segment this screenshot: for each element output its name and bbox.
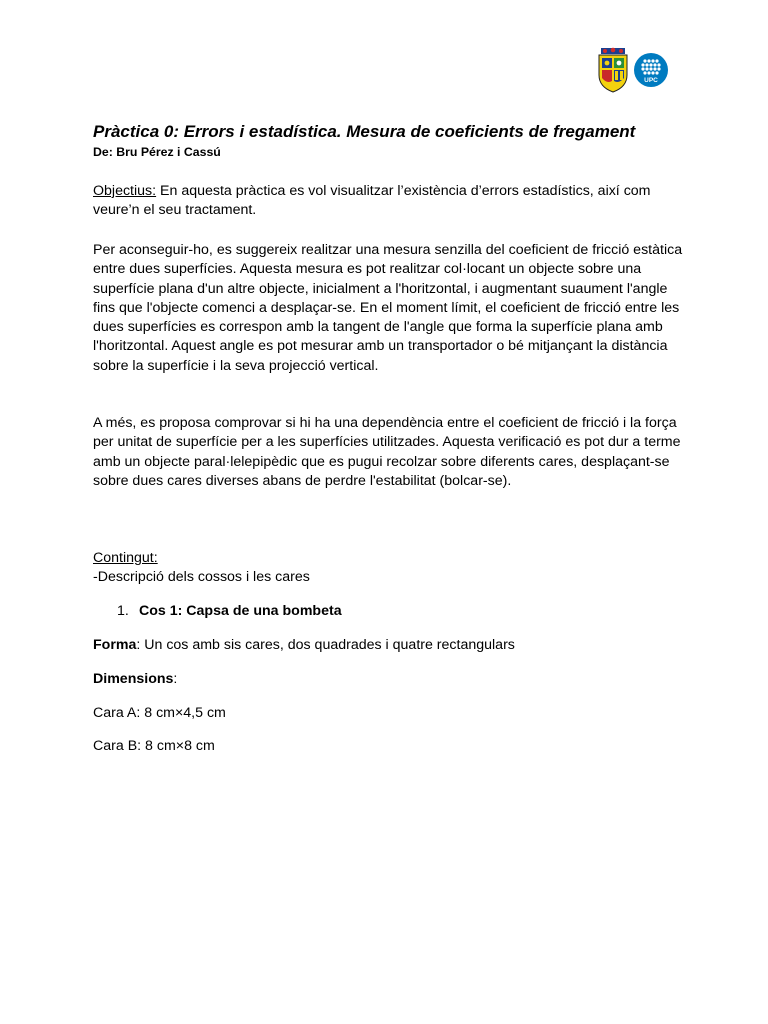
dimensions-label: Dimensions	[93, 671, 174, 687]
forma-line	[93, 637, 515, 653]
content-subtitle: -Descripció dels cossos i les cares	[93, 569, 310, 585]
upc-logo-text: UPC	[644, 77, 658, 84]
document-author: De: Bru Pérez i Cassú	[93, 145, 221, 159]
coat-of-arms-logo	[596, 47, 630, 93]
upc-logo	[634, 53, 668, 87]
objectives-label: Objectius:	[93, 183, 157, 199]
cara-a-line: Cara A: 8 cm×4,5 cm	[93, 705, 226, 721]
method-paragraph: Per aconseguir-ho, es suggereix realitzar una mesura senzilla del coeficient de fricció estàtica entre dues superfícies. Aquesta mesura es pot realitzar col·locant un objecte sobre una superfície plana d'un altre objecte, inicialment a l'horitzontal, i augmentant suaument l'angle fins que l'objecte comenci a desplaçar-se. En el moment límit, el coeficient de fricció entre les dues superfícies es correspon amb la tangent de l'angle que forma la superfície plana amb l'horitzontal. Aquest angle es pot mesurar amb un transportador o bé mitjançant la distància sobre la superfície i la seva projecció vertical.	[93, 242, 683, 374]
list-item-title: Cos 1: Capsa de una bombeta	[139, 603, 342, 619]
objectives-text: En aquesta pràctica es vol visualitzar l’existència d’errors estadístics, així com veure’n el seu tractament.	[93, 183, 651, 219]
dimensions-colon: :	[173, 671, 178, 687]
dependence-paragraph: A més, es proposa comprovar si hi ha una dependència entre el coeficient de fricció i la força per unitat de superfície per a les superfícies utilitzades. Aquesta verificació es pot dur a terme amb un objecte paral·lelepipèdic que es pugui recolzar sobre diferents cares, desplaçant-se sobre dues cares diverses abans de perdre l'estabilitat (bolcar-se).	[93, 415, 681, 489]
forma-text: : Un cos amb sis cares, dos quadrades i quatre rectangulars	[136, 637, 515, 653]
cara-b-line: Cara B: 8 cm×8 cm	[93, 738, 215, 754]
dimensions-line	[93, 671, 177, 687]
forma-label: Forma	[93, 637, 137, 653]
objectives-paragraph	[93, 182, 683, 221]
document-title: Pràctica 0: Errors i estadística. Mesura de coeficients de fregament	[93, 122, 636, 141]
list-item-number: 1.	[117, 603, 129, 619]
content-label: Contingut:	[93, 550, 158, 566]
